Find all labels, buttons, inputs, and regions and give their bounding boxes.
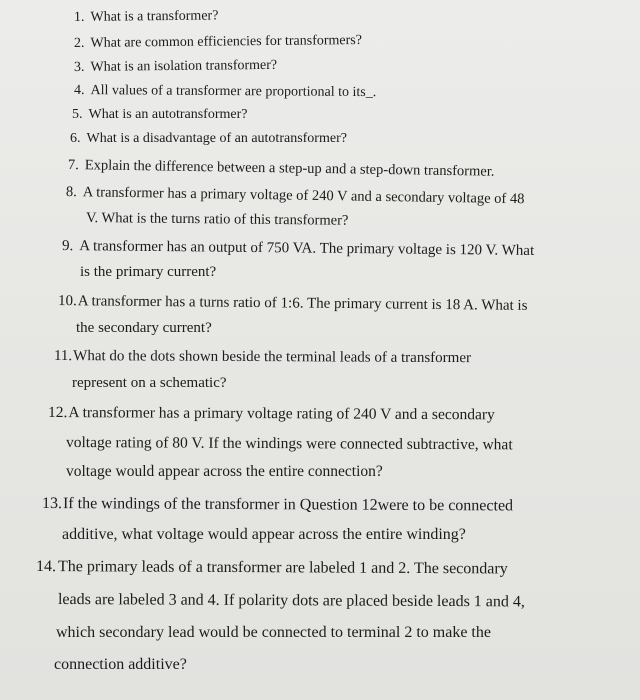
question-text: If the windings of the transformer in Question 12were to be connected (62, 495, 514, 515)
question-3 (74, 57, 277, 77)
question-text: voltage rating of 80 V. If the windings were connected subtractive, what (65, 434, 513, 454)
question-14-continuation (54, 656, 187, 674)
question-text: the secondary current? (76, 320, 212, 336)
question-number: 9. (61, 238, 74, 255)
question-14-continuation (58, 591, 525, 611)
question-text: What is a transformer? (90, 8, 219, 25)
question-7 (68, 156, 495, 181)
question-number: 6. (70, 131, 81, 146)
question-9-continuation (80, 263, 216, 281)
question-number: 11. (53, 348, 73, 365)
question-text: A transformer has an output of 750 VA. The primary voltage is 120 V. What (79, 238, 535, 259)
question-text: voltage would appear across the entire connection? (66, 463, 383, 480)
question-text: What are common efficiencies for transformers? (90, 32, 363, 51)
question-text: which secondary lead would be connected to terminal 2 to make the (56, 624, 491, 641)
question-2 (74, 32, 362, 53)
question-text: additive, what voltage would appear across the entire winding? (62, 526, 466, 543)
question-number: 4. (73, 83, 85, 99)
question-text: All values of a transformer are proportional to its_. (90, 83, 377, 101)
question-6 (70, 130, 347, 148)
question-text: What is a disadvantage of an autotransformer? (86, 131, 347, 146)
question-9 (62, 237, 534, 260)
question-text: leads are labeled 3 and 4. If polarity dots are placed beside leads 1 and 4, (57, 591, 525, 611)
question-10-continuation (76, 319, 212, 337)
question-number: 13. (41, 495, 63, 513)
question-8 (66, 183, 525, 208)
question-12 (48, 404, 495, 424)
question-text: A transformer has a primary voltage rating of 240 V and a secondary (68, 404, 495, 424)
question-13-continuation (62, 526, 466, 544)
question-12-continuation (66, 463, 383, 481)
question-8-continuation (86, 209, 349, 230)
question-text: represent on a schematic? (72, 375, 227, 391)
question-1 (74, 7, 219, 27)
question-text: Explain the difference between a step-up and a step-down transformer. (84, 157, 495, 180)
question-number: 2. (73, 35, 85, 51)
question-text: V. What is the turns ratio of this transformer? (85, 210, 349, 229)
question-number: 10. (57, 293, 77, 310)
question-text: The primary leads of a transformer are labeled 1 and 2. The secondary (57, 558, 508, 578)
question-text: What do the dots shown beside the terminal leads of a transformer (73, 348, 472, 367)
question-text: A transformer has a primary voltage of 240 V and a secondary voltage of 48 (82, 184, 525, 208)
question-13 (42, 495, 513, 515)
question-text: is the primary current? (80, 264, 217, 280)
question-text: A transformer has a turns ratio of 1:6. The primary current is 18 A. What is (77, 293, 528, 314)
question-number: 14. (35, 558, 57, 576)
question-number: 1. (73, 9, 85, 25)
question-12-continuation (66, 434, 513, 454)
question-number: 3. (73, 59, 85, 75)
question-number: 5. (72, 107, 83, 122)
question-14-continuation (56, 624, 491, 642)
question-4 (74, 82, 376, 102)
question-text: connection additive? (54, 656, 187, 673)
question-number: 12. (47, 404, 68, 422)
question-number: 7. (67, 157, 79, 174)
question-10 (58, 292, 528, 315)
question-text: What is an autotransformer? (88, 107, 248, 122)
question-11 (54, 347, 471, 367)
question-5 (72, 106, 248, 124)
question-14 (36, 558, 508, 578)
question-number: 8. (65, 184, 77, 201)
question-text: What is an isolation transformer? (90, 57, 278, 75)
question-11-continuation (72, 374, 227, 392)
